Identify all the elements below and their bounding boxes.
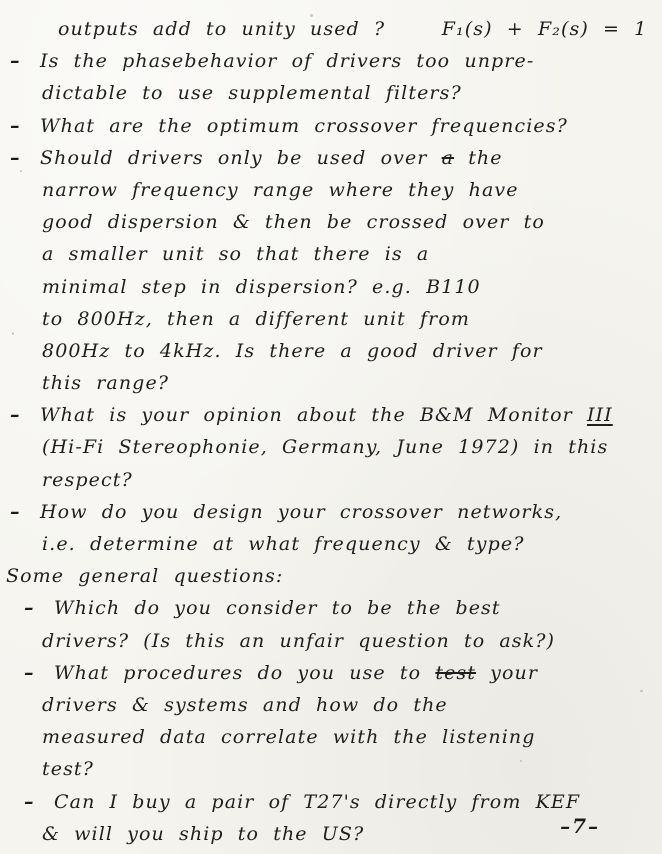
handwritten-line [0, 399, 662, 431]
text-segment: i.e. determine at what frequency & type? [42, 533, 525, 555]
text-segment: drivers? (Is this an unfair question to ask?) [42, 629, 556, 652]
text-segment: & will you ship to the US? [42, 822, 365, 845]
text-segment: test? [42, 758, 94, 781]
scan-speck [310, 14, 313, 17]
dash-bullet: – [10, 50, 21, 73]
text-segment: How do you design your crossover networks, [40, 500, 563, 523]
handwritten-line [0, 335, 662, 367]
handwritten-line [0, 721, 662, 753]
text-segment: Some general questions: [6, 565, 284, 588]
text-segment: to 800Hz, then a different unit from [42, 307, 470, 330]
dash-bullet: – [10, 114, 21, 137]
handwritten-line [0, 77, 662, 109]
scan-speck [12, 332, 14, 335]
handwritten-line [0, 431, 662, 463]
text-segment: the [454, 146, 503, 169]
handwritten-line [0, 786, 662, 818]
dash-bullet: – [24, 597, 35, 620]
handwritten-line [0, 303, 662, 335]
text-segment: outputs add to unity used ? F₁(s) + F₂(s) = 1 [58, 18, 648, 40]
handwritten-line [0, 174, 662, 206]
handwritten-line [0, 238, 662, 270]
handwritten-line [0, 142, 662, 174]
text-segment: Which do you consider to be the best [54, 597, 501, 620]
text-segment: 800Hz to 4kHz. Is there a good driver for [42, 339, 543, 362]
page-number: –7– [560, 814, 600, 838]
text-segment: Can I buy a pair of T27's directly from KEF [54, 790, 581, 813]
text-segment: your [476, 661, 539, 684]
text-segment: respect? [42, 468, 133, 491]
strike-text: test [435, 661, 477, 684]
handwritten-line [0, 496, 662, 528]
text-segment: What procedures do you use to [54, 661, 436, 684]
handwritten-line [0, 367, 662, 399]
text-segment: What is your opinion about the B&M Monitor [40, 404, 587, 427]
handwritten-line [0, 464, 662, 496]
handwritten-line [0, 13, 662, 45]
text-segment: Is the phasebehavior of drivers too unpre- [40, 50, 535, 73]
handwritten-line [0, 271, 662, 303]
handwritten-line [0, 45, 662, 77]
text-segment: dictable to use supplemental filters? [42, 82, 462, 105]
dash-bullet: – [10, 404, 21, 427]
text-segment: Should drivers only be used over [40, 146, 442, 169]
text-segment: measured data correlate with the listening [42, 726, 536, 749]
handwritten-line [0, 657, 662, 689]
text-segment: (Hi-Fi Stereophonie, Germany, June 1972) in this [42, 436, 609, 459]
text-segment: drivers & systems and how do the [42, 693, 448, 716]
scan-speck [520, 760, 522, 762]
handwritten-line [0, 753, 662, 785]
dash-bullet: – [10, 500, 21, 523]
text-segment: a smaller unit so that there is a [42, 243, 430, 266]
scan-speck [20, 170, 22, 172]
handwritten-line [0, 592, 662, 624]
handwritten-line [0, 689, 662, 721]
handwritten-line [0, 206, 662, 238]
dash-bullet: – [24, 661, 35, 684]
text-segment: minimal step in dispersion? e.g. B110 [42, 275, 481, 298]
strike-text: a [441, 146, 455, 169]
text-segment: What are the optimum crossover frequencies? [40, 114, 568, 137]
handwritten-line [0, 560, 662, 592]
text-segment: narrow frequency range where they have [42, 178, 519, 201]
dash-bullet: – [10, 146, 21, 169]
document-lines [0, 13, 662, 850]
handwritten-line [0, 528, 662, 560]
handwritten-line [0, 110, 662, 142]
handwritten-line [0, 625, 662, 657]
dash-bullet: – [24, 790, 35, 813]
underline-text: III [586, 404, 613, 427]
text-segment: good dispersion & then be crossed over to [42, 211, 545, 234]
scan-speck [640, 690, 643, 692]
text-segment: this range? [42, 372, 170, 395]
